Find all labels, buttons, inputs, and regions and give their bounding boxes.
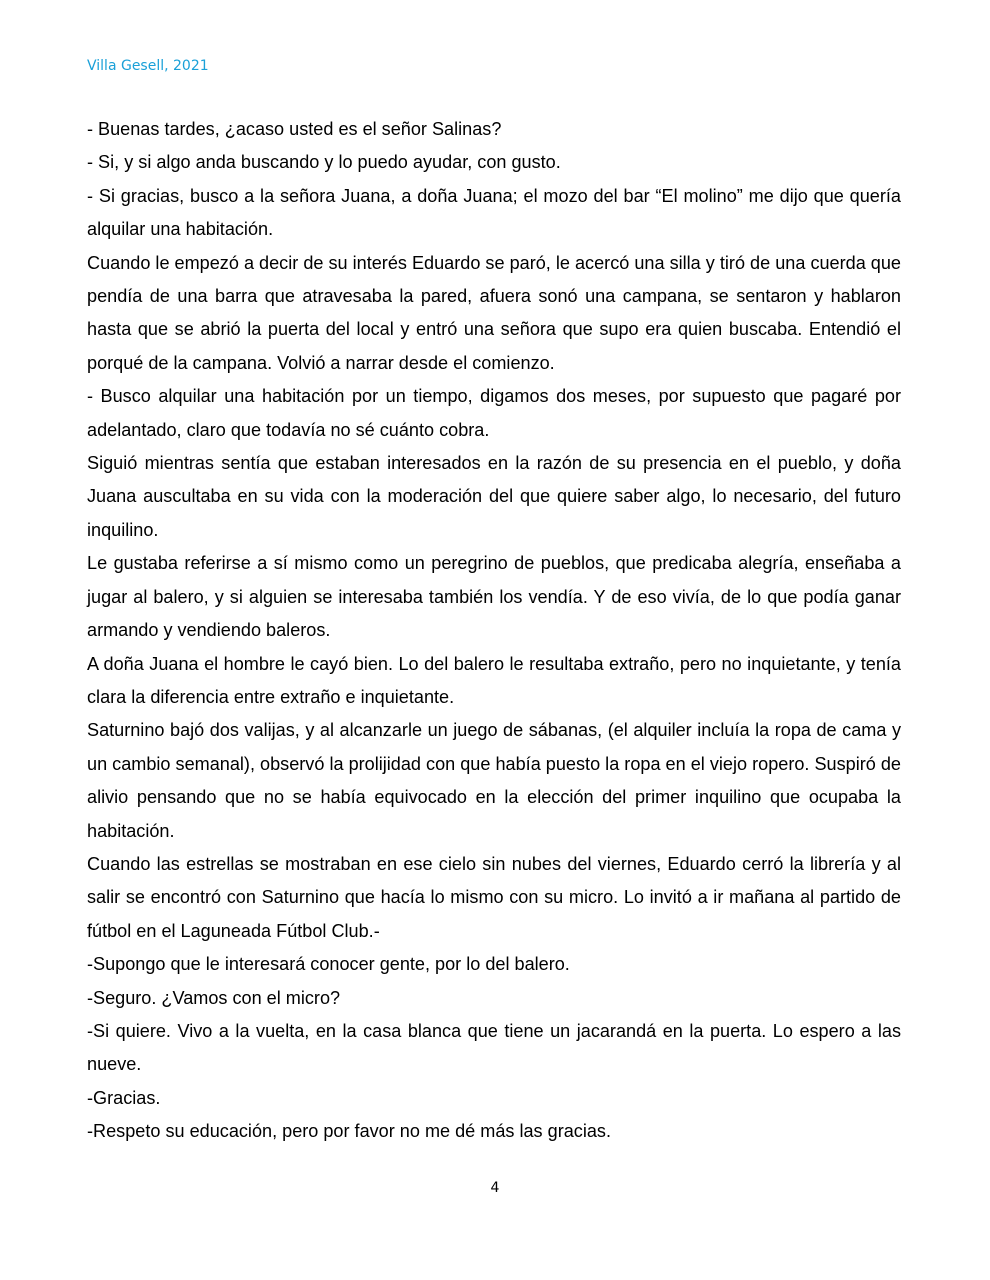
paragraph: -Seguro. ¿Vamos con el micro? <box>87 987 341 1008</box>
paragraph: - Busco alquilar una habitación por un tiempo, digamos dos meses, por supuesto que pagaré por adelantado, claro que todavía no sé cuánto cobra. <box>87 386 901 440</box>
paragraph: A doña Juana el hombre le cayó bien. Lo del balero le resultaba extraño, pero no inquietante, y tenía clara la diferencia entre extraño e inquietante. <box>87 653 901 707</box>
paragraph: Le gustaba referirse a sí mismo como un peregrino de pueblos, que predicaba alegría, enseñaba a jugar al balero, y si alguien se interesaba también los vendía. Y de eso vivía, de lo que podía ganar armando y vendiendo baleros. <box>87 553 901 641</box>
paragraph: Cuando las estrellas se mostraban en ese cielo sin nubes del viernes, Eduardo cerró la librería y al salir se encontró con Saturnino que hacía lo mismo con su micro. Lo invitó a ir mañana al partido de fútbol en el Laguneada Fútbol Club.- <box>87 853 901 941</box>
paragraph: - Buenas tardes, ¿acaso usted es el señor Salinas? <box>87 119 502 139</box>
paragraph: - Si, y si algo anda buscando y lo puedo ayudar, con gusto. <box>87 152 561 173</box>
paragraph: -Si quiere. Vivo a la vuelta, en la casa blanca que tiene un jacarandá en la puerta. Lo espero a las nueve. <box>87 1020 901 1075</box>
paragraph: - Si gracias, busco a la señora Juana, a doña Juana; el mozo del bar “El molino” me dijo que quería alquilar una habitación. <box>87 185 901 240</box>
paragraph: -Supongo que le interesará conocer gente, por lo del balero. <box>87 954 570 975</box>
document-body <box>87 113 901 1149</box>
paragraph: Siguió mientras sentía que estaban interesados en la razón de su presencia en el pueblo, y doña Juana auscultaba en su vida con la moderación del que quiere saber algo, lo necesario, del futuro inquilino. <box>87 453 901 540</box>
paragraph: Saturnino bajó dos valijas, y al alcanzarle un juego de sábanas, (el alquiler incluía la ropa de cama y un cambio semanal), observó la prolijidad con que había puesto la ropa en el viejo ropero. Suspiró de alivio pensando que no se había equivocado en la elección del primer inquilino que ocupaba la habitación. <box>87 720 901 841</box>
paragraph: Cuando le empezó a decir de su interés Eduardo se paró, le acercó una silla y tiró de una cuerda que pendía de una barra que atravesaba la pared, afuera sonó una campana, se sentaron y hablaron hasta que se abrió la puerta del local y entró una señora que supo era quien buscaba. Entendió el porqué de la campana. Volvió a narrar desde el comienzo. <box>87 252 901 373</box>
paragraph: -Gracias. <box>87 1087 161 1108</box>
page-header: Villa Gesell, 2021 <box>87 58 209 74</box>
page-number: 4 <box>490 1180 500 1196</box>
paragraph: -Respeto su educación, pero por favor no me dé más las gracias. <box>87 1121 611 1142</box>
